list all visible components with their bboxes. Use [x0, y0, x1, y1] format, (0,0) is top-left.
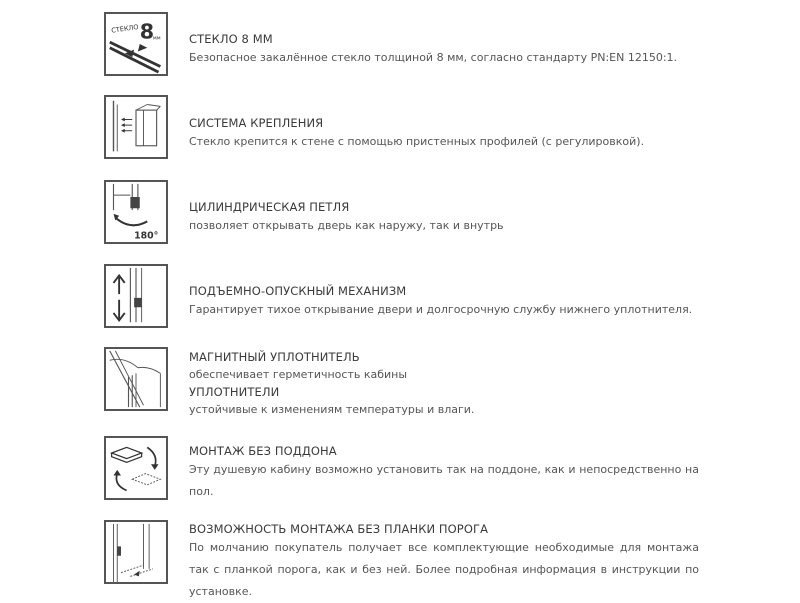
lift-mechanism-icon — [104, 264, 168, 328]
feature-description: Безопасное закалённое стекло толщиной 8 мм, согласно стандарту PN:EN 12150:1. — [189, 51, 678, 64]
no-threshold-install-icon — [104, 520, 168, 584]
glass-icon-number: 8 — [139, 19, 155, 44]
feature-description: позволяет открывать дверь как наружу, так и внутрь — [189, 219, 504, 232]
magnetic-seal-icon — [104, 347, 168, 411]
feature-description: Стекло крепится к стене с помощью пристенных профилей (с регулировкой). — [189, 135, 645, 148]
feature-title: СТЕКЛО 8 ММ — [189, 32, 273, 46]
feature-title: ВОЗМОЖНОСТЬ МОНТАЖА БЕЗ ПЛАНКИ ПОРОГА — [189, 522, 489, 536]
feature-description: По молчанию покупатель получает все комплектующие необходимые для монтажа так с планкой порога, как и без ней. Более подробная информация в инструкции по установке. — [189, 541, 699, 598]
no-tray-install-icon — [104, 436, 168, 500]
feature-title: МАГНИТНЫЙ УПЛОТНИТЕЛЬ — [189, 350, 360, 364]
feature-title-secondary: УПЛОТНИТЕЛИ — [189, 385, 280, 399]
glass-8mm-icon — [104, 12, 168, 76]
glass-icon-label: СТЕКЛО — [110, 22, 140, 35]
hinge-icon-label: 180° — [134, 230, 159, 242]
feature-title: ПОДЪЕМНО-ОПУСКНЫЙ МЕХАНИЗМ — [189, 284, 407, 298]
feature-title: МОНТАЖ БЕЗ ПОДДОНА — [189, 444, 337, 458]
feature-description: обеспечивает герметичность кабины — [189, 368, 408, 381]
feature-description-secondary: устойчивые к изменениям температуры и влаги. — [189, 403, 475, 416]
hinge-180-icon — [104, 180, 168, 244]
feature-title: ЦИЛИНДРИЧЕСКАЯ ПЕТЛЯ — [189, 200, 350, 214]
glass-icon-unit: мм — [152, 35, 161, 42]
feature-description: Эту душевую кабину возможно установить так на поддоне, как и непосредственно на пол. — [189, 463, 699, 498]
wall-mount-icon — [104, 95, 168, 159]
feature-description: Гарантирует тихое открывание двери и долгосрочную службу нижнего уплотнителя. — [189, 303, 693, 316]
feature-title: СИСТЕМА КРЕПЛЕНИЯ — [189, 116, 324, 130]
